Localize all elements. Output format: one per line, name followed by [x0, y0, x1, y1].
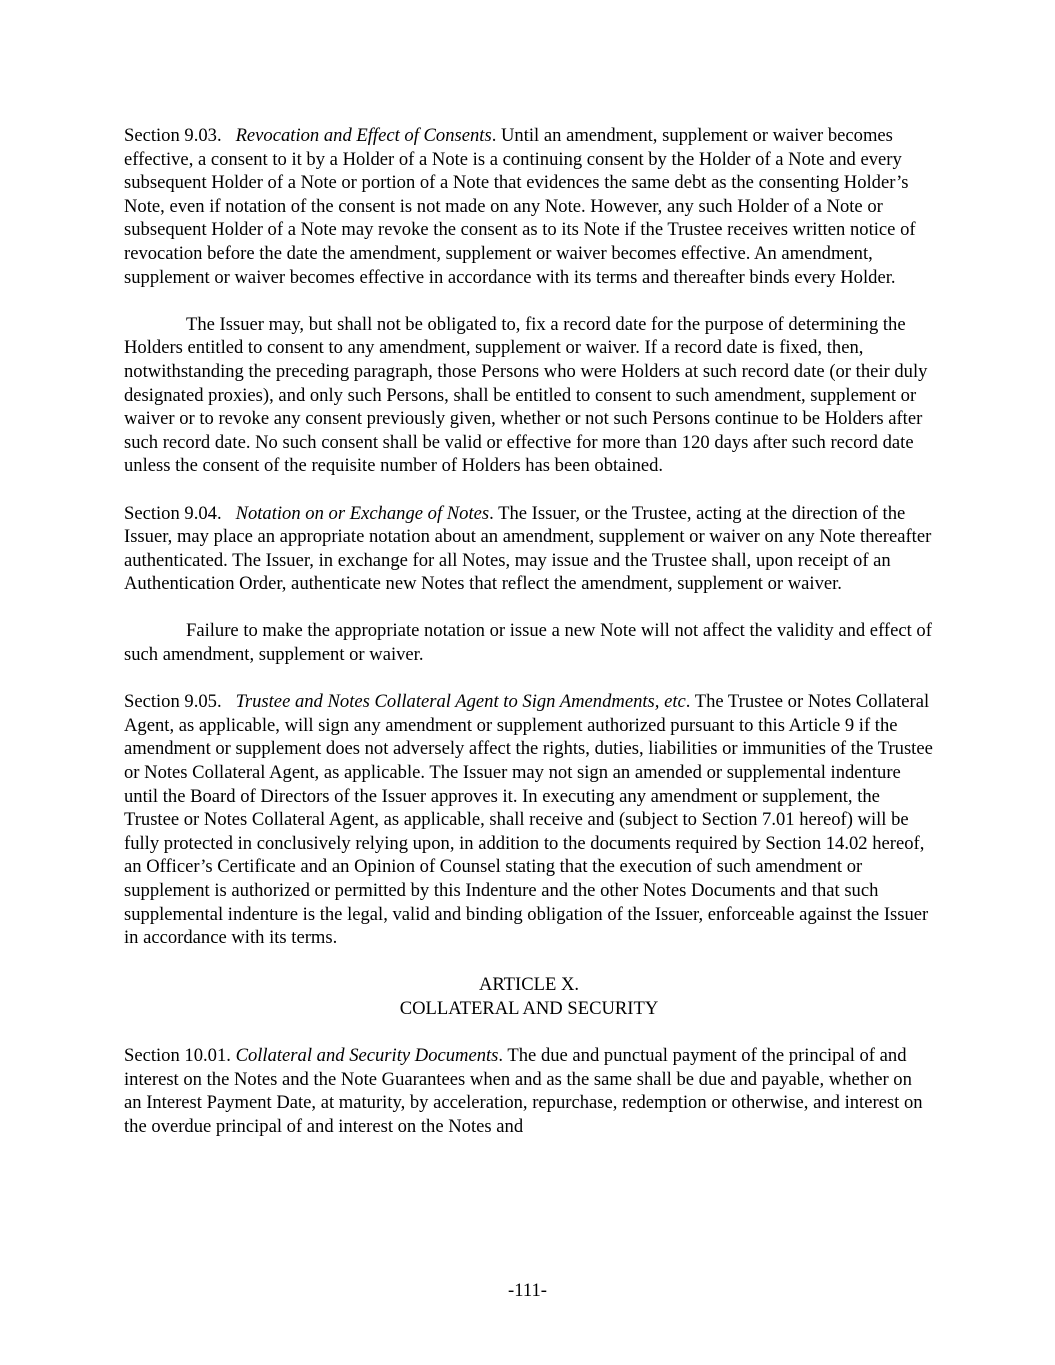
- section-9-04-paragraph: [124, 502, 934, 596]
- section-title: Collateral and Security Documents: [235, 1045, 499, 1067]
- section-number: Section 9.04.: [124, 502, 222, 524]
- section-body: . The due and punctual payment of the principal of and interest on the Notes and the Note Guarantees when and as the same shall be due and payable, whether on an Interest Payment Date, at maturity, by acceleration, repurchase, redemption or otherwise, and interest on the overdue principal of and interest on the Notes and: [124, 1045, 923, 1137]
- section-number: Section 9.03.: [124, 125, 222, 146]
- article-heading: [124, 973, 934, 1020]
- section-body: . Until an amendment, supplement or waiver becomes effective, a consent to it by a Holder of a Note is a continuing consent by the Holder of a Note and every subsequent Holder of a Note or portion of a Note that evidences the same debt as the consenting Holder’s Note, even if notation of the consent is not made on any Note. However, any such Holder of a Note or subsequent Holder of a Note may revoke the consent as to its Note if the Trustee receives written notice of revocation before the date the amendment, supplement or waiver becomes effective. An amendment, supplement or waiver becomes effective in accordance with its terms and thereafter binds every Holder.: [124, 125, 916, 288]
- section-title: Notation on or Exchange of Notes: [235, 502, 490, 524]
- article-number: ARTICLE X.: [478, 974, 580, 996]
- document-page: [124, 124, 934, 1162]
- section-number: Section 9.05.: [124, 691, 222, 713]
- section-9-04-failure-paragraph: Failure to make the appropriate notation or issue a new Note will not affect the validity and effect of such amendment, supplement or waiver.: [124, 620, 932, 666]
- article-title: COLLATERAL AND SECURITY: [399, 997, 659, 1019]
- section-10-01-paragraph: [124, 1044, 934, 1138]
- section-number: Section 10.01.: [124, 1045, 231, 1067]
- section-9-05-paragraph: [124, 690, 934, 950]
- page-number: -111-: [508, 1280, 547, 1301]
- section-9-03-paragraph: [124, 124, 934, 289]
- section-title: Trustee and Notes Collateral Agent to Sign Amendments, etc: [235, 691, 686, 713]
- section-body: . The Issuer, or the Trustee, acting at the direction of the Issuer, may place an appropriate notation about an amendment, supplement or waiver on any Note thereafter authenticated. The Issuer, in exchange for all Notes, may issue and the Trustee shall, upon receipt of an Authentication Order, authenticate new Notes that reflect the amendment, supplement or waiver.: [124, 502, 932, 595]
- section-title: Revocation and Effect of Consents: [235, 125, 492, 146]
- section-body: . The Trustee or Notes Collateral Agent, as applicable, will sign any amendment or supplement authorized pursuant to this Article 9 if the amendment or supplement does not adversely affect the rights, duties, liabilities or immunities of the Trustee or Notes Collateral Agent, as applicable. The Issuer may not sign an amended or supplemental indenture until the Board of Directors of the Issuer approves it. In executing any amendment or supplement, the Trustee or Notes Collateral Agent, as applicable, shall receive and (subject to Section 7.01 hereof) will be fully protected in conclusively relying upon, in addition to the documents required by Section 14.02 hereof, an Officer’s Certificate and an Opinion of Counsel stating that the execution of such amendment or supplement is authorized or permitted by this Indenture and the other Notes Documents and that such supplemental indenture is the legal, valid and binding obligation of the Issuer, enforceable against the Issuer in accordance with its terms.: [124, 691, 933, 949]
- section-9-03-record-date-paragraph: The Issuer may, but shall not be obligated to, fix a record date for the purpose of determining the Holders entitled to consent to any amendment, supplement or waiver. If a record date is fixed, then, notwithstanding the preceding paragraph, those Persons who were Holders at such record date (or their duly designated proxies), and only such Persons, shall be entitled to consent to such amendment, supplement or waiver or to revoke any consent previously given, whether or not such Persons continue to be Holders after such record date. No such consent shall be valid or effective for more than 120 days after such record date unless the consent of the requisite number of Holders has been obtained.: [124, 313, 928, 477]
